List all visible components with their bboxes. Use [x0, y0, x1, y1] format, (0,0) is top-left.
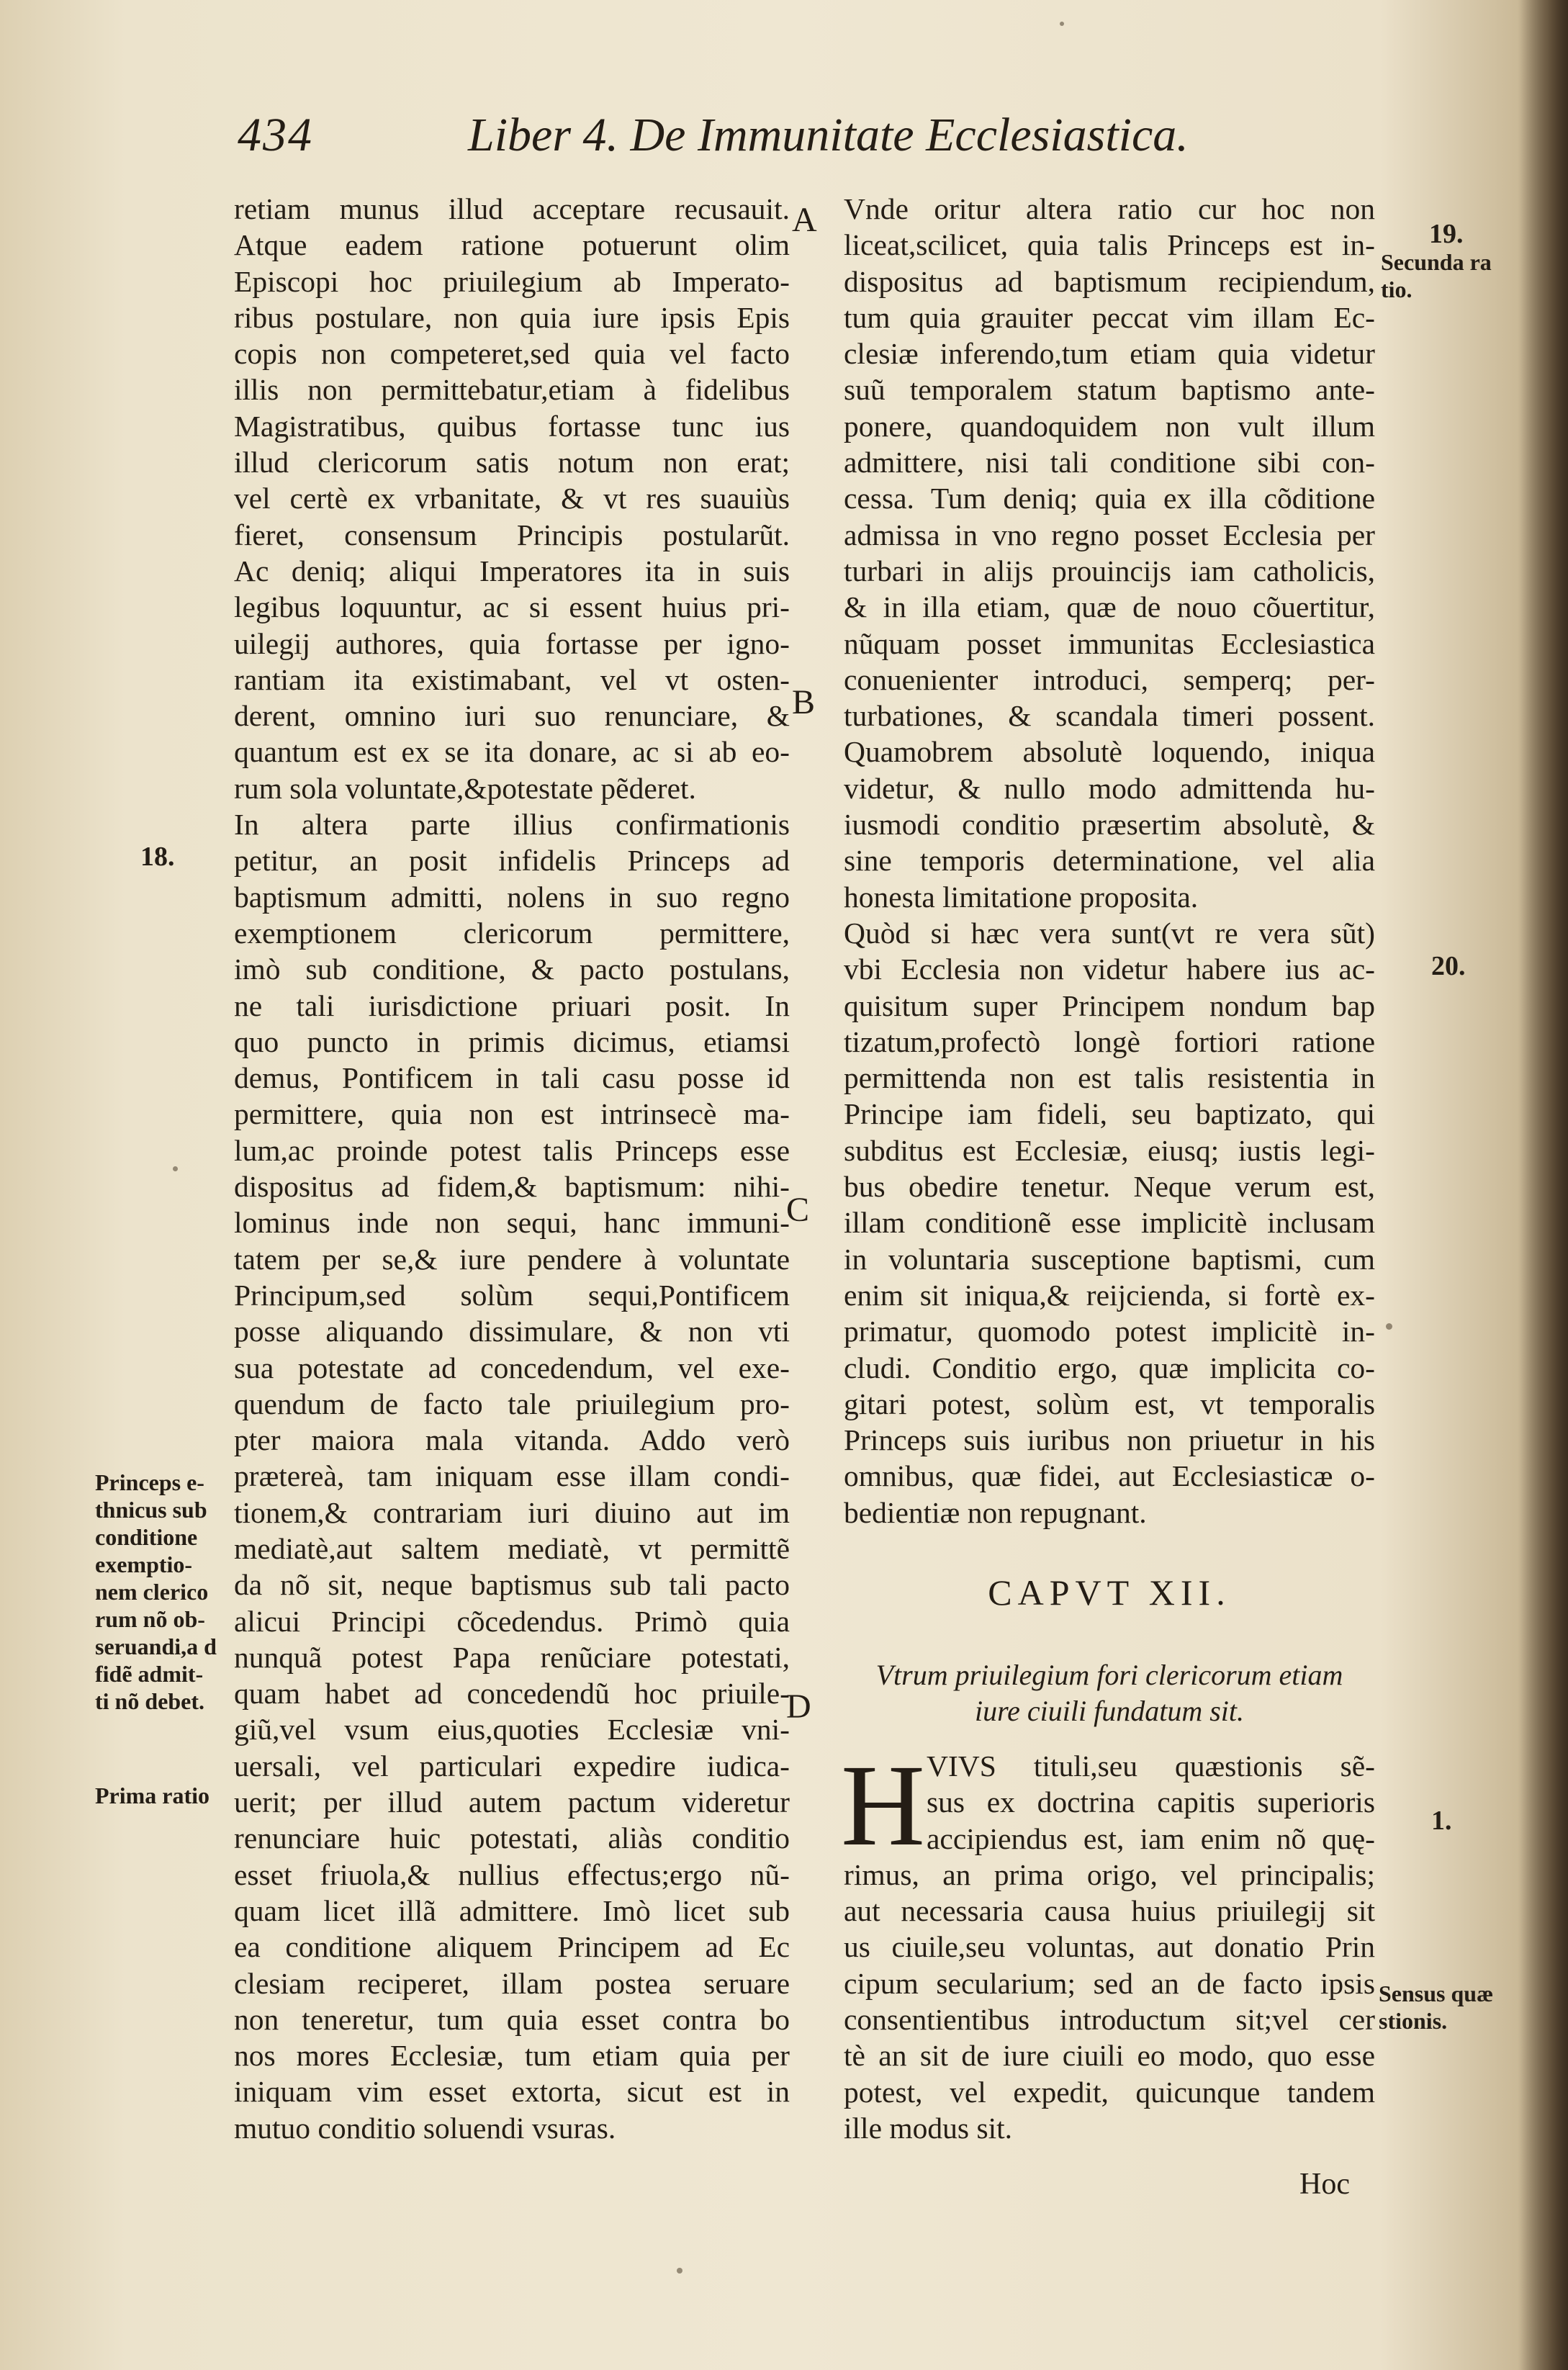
paragraph-number-20: 20. — [1431, 951, 1466, 981]
text-line: tè an sit de iure ciuili eo modo, quo esse — [844, 2039, 1375, 2073]
ink-speck — [677, 2268, 682, 2274]
text-line: imò sub conditione, & pacto postulans, — [234, 952, 790, 986]
text-line: ea conditione aliquem Principem ad Ec — [234, 1930, 790, 1964]
catchword: Hoc — [1299, 2168, 1350, 2201]
gloss-line: fidẽ admit- — [95, 1661, 204, 1687]
margin-letter-c: C — [786, 1191, 810, 1229]
text-line: ille modus sit. — [844, 2111, 1013, 2145]
text-line: Ac deniq; aliqui Imperatores ita in suis — [234, 554, 790, 587]
text-line: bedientiæ non repugnant. — [844, 1495, 1147, 1529]
text-line: liceat,scilicet, quia talis Princeps est in- — [844, 228, 1375, 262]
text-line: subditus est Ecclesiæ, eiusq; iustis legi- — [844, 1133, 1375, 1167]
text-line: clesiæ inferendo,tum etiam quia videtur — [844, 337, 1375, 371]
text-line: rimus, an prima origo, vel principalis; — [844, 1857, 1375, 1891]
drop-cap: H — [841, 1742, 925, 1870]
text-line: baptismum admitti, nolens in suo regno — [234, 880, 790, 914]
gloss-secunda-ratio — [1381, 248, 1492, 303]
text-line: quam licet illã admittere. Imò licet sub — [234, 1893, 790, 1927]
gloss-line: Princeps e- — [95, 1469, 204, 1495]
text-line: nunquã potest Papa renũciare potestati, — [234, 1640, 790, 1674]
text-line: admittere, nisi tali conditione sibi con- — [844, 446, 1375, 479]
gloss-sensus-quaestionis — [1379, 1980, 1493, 2035]
text-line: giũ,vel vsum eius,quoties Ecclesiæ vni- — [234, 1713, 790, 1747]
text-line: quantum est ex se ita donare, ac si ab eo- — [234, 735, 790, 769]
text-line: petitur, an posit infidelis Princeps ad — [234, 844, 790, 878]
text-line: in voluntaria susceptione baptismi, cum — [844, 1242, 1375, 1276]
text-line: conuenienter introduci, semperq; per- — [844, 662, 1375, 696]
text-line: tatem per se,& iure pendere à voluntate — [234, 1242, 790, 1276]
page-header — [238, 108, 1245, 180]
ink-speck — [1060, 22, 1064, 26]
text-line: potest, vel expedit, quicunque tandem — [844, 2075, 1375, 2109]
paragraph-number-19: 19. — [1429, 219, 1464, 249]
text-line: sua potestate ad concedendum, vel exe- — [234, 1351, 790, 1384]
text-line: illud clericorum satis notum non erat; — [234, 446, 790, 479]
text-line: rum sola voluntate,&potestate pẽderet. — [234, 771, 696, 805]
text-line: VIVS tituli,seu quæstionis sẽ- — [927, 1749, 1375, 1783]
text-line: quisitum super Principem nondum bap — [844, 988, 1375, 1022]
gloss-line: thnicus sub — [95, 1497, 207, 1523]
text-line: lum,ac proinde potest talis Princeps esse — [234, 1133, 790, 1167]
text-line: ne tali iurisdictione priuari posit. In — [234, 988, 790, 1022]
gloss-line: Secunda ra — [1381, 249, 1492, 275]
text-line: illam conditionẽ esse implicitè inclusam — [844, 1206, 1375, 1240]
text-line: Quòd si hæc vera sunt(vt re vera sũt) — [844, 916, 1375, 950]
text-line: tionem,& contrariam iuri diuino aut im — [234, 1495, 790, 1529]
text-line: uilegij authores, quia fortasse per igno- — [234, 626, 790, 660]
left-column-text — [234, 191, 790, 2146]
gloss-line: stionis. — [1379, 2008, 1448, 2034]
text-line: da nõ sit, neque baptismus sub tali pacto — [234, 1568, 790, 1602]
chapter-title: CAPVT XII. — [988, 1572, 1231, 1613]
text-line: prætereà, tam iniquam esse illam condi- — [234, 1459, 790, 1493]
text-line: retiam munus illud acceptare recusauit. — [234, 192, 790, 225]
margin-letter-d: D — [786, 1688, 811, 1726]
text-line: copis non competeret,sed quia vel facto — [234, 337, 790, 371]
gloss-prima-ratio: Prima ratio — [95, 1783, 210, 1808]
text-line: accipiendus est, iam enim nõ quę- — [927, 1821, 1375, 1855]
text-line: enim sit iniqua,& reijcienda, si fortè ex- — [844, 1278, 1375, 1312]
text-line: quam habet ad concedendũ hoc priuile- — [234, 1677, 790, 1711]
text-line: derent, omnino iuri suo renunciare, & — [234, 699, 790, 733]
text-line: uerit; per illud autem pactum videretur — [234, 1785, 790, 1819]
right-column-text — [844, 191, 1375, 1531]
text-line: tizatum,profectò longè fortiori ratione — [844, 1024, 1375, 1058]
text-line: sus ex doctrina capitis superioris — [927, 1785, 1375, 1819]
text-line: sine temporis determinatione, vel alia — [844, 844, 1375, 878]
text-line: Episcopi hoc priuilegium ab Imperato- — [234, 264, 790, 298]
text-line: exemptionem clericorum permittere, — [234, 916, 790, 950]
text-line: honesta limitatione proposita. — [844, 880, 1199, 914]
ink-speck — [173, 1166, 178, 1171]
text-line: ribus postulare, non quia iure ipsis Epis — [234, 300, 790, 334]
text-line: dispositus ad baptismum recipiendum, — [844, 264, 1375, 298]
text-line: mediatè,aut saltem mediatè, vt permittẽ — [234, 1531, 790, 1565]
text-line: Vnde oritur altera ratio cur hoc non — [844, 192, 1375, 225]
text-line: illis non permittebatur,etiam à fidelibus — [234, 373, 790, 407]
text-line: aut necessaria causa huius priuilegij sit — [844, 1894, 1375, 1928]
text-line: ponere, quandoquidem non vult illum — [844, 409, 1375, 443]
text-line: consentientibus introductum sit;vel cer — [844, 2003, 1375, 2037]
text-line: Atque eadem ratione potuerunt olim — [234, 228, 790, 262]
chapter-subtitle — [844, 1657, 1375, 1729]
text-line: alicui Principi cõcedendus. Primò quia — [234, 1604, 790, 1638]
margin-letter-b: B — [792, 683, 816, 721]
gloss-line: ti nõ debet. — [95, 1688, 204, 1714]
running-title: Liber 4. De Immunitate Ecclesiastica. — [468, 109, 1189, 161]
ink-speck — [1386, 1323, 1392, 1330]
text-line: videtur, & nullo modo admittenda hu- — [844, 771, 1375, 805]
chapter-subtitle-line-1: Vtrum priuilegium fori clericorum etiam — [875, 1659, 1343, 1691]
page-binding-shadow — [1518, 0, 1568, 2370]
text-line: iniquam vim esset extorta, sicut est in — [234, 2075, 790, 2109]
text-line: non teneretur, tum quia esset contra bo — [234, 2002, 790, 2036]
text-line: us ciuile,seu voluntas, aut donatio Prin — [844, 1930, 1375, 1964]
text-line: demus, Pontificem in tali casu posse id — [234, 1061, 790, 1095]
gloss-line: Sensus quæ — [1379, 1981, 1494, 2006]
text-line: gitari potest, solùm est, vt temporalis — [844, 1387, 1375, 1420]
text-line: clesiam reciperet, illam postea seruare — [234, 1966, 790, 2000]
text-line: cipum secularium; sed an de facto ipsis — [844, 1966, 1375, 2000]
text-line: bus obedire tenetur. Neque verum est, — [844, 1170, 1375, 1204]
gloss-line: tio. — [1381, 276, 1412, 302]
gloss-princeps-ethnicus — [95, 1469, 217, 1715]
text-line: Principum,sed solùm sequi,Pontificem — [234, 1278, 790, 1312]
text-line: Magistratibus, quibus fortasse tunc ius — [234, 409, 790, 443]
text-line: vel certè ex vrbanitate, & vt res suauiùs — [234, 482, 790, 515]
text-line: Principe iam fideli, seu baptizato, qui — [844, 1097, 1375, 1131]
text-line: turbari in alijs prouincijs iam catholicis, — [844, 554, 1375, 587]
text-line: dispositus ad fidem,& baptismum: nihi- — [234, 1170, 790, 1204]
text-line: uersali, vel particulari expedire iudica- — [234, 1749, 790, 1783]
text-line: mutuo conditio soluendi vsuras. — [234, 2111, 616, 2145]
paragraph-number-1: 1. — [1431, 1806, 1452, 1836]
text-line: iusmodi conditio præsertim absolutè, & — [844, 808, 1375, 842]
text-line: renunciare huic potestati, aliàs conditio — [234, 1821, 790, 1855]
text-line: primatur, quomodo potest implicitè in- — [844, 1315, 1375, 1348]
text-line: Quamobrem absolutè loquendo, iniqua — [844, 735, 1375, 769]
text-line: tum quia grauiter peccat vim illam Ec- — [844, 300, 1375, 334]
text-line: vbi Ecclesia non videtur habere ius ac- — [844, 952, 1375, 986]
page-number: 434 — [238, 109, 313, 161]
text-line: permittenda non est talis resistentia in — [844, 1061, 1375, 1095]
text-line: admissa in vno regno posset Ecclesia per — [844, 518, 1375, 551]
gloss-line: nem clerico — [95, 1579, 209, 1605]
gloss-line: exemptio- — [95, 1551, 193, 1577]
text-line: fieret, consensum Principis postularũt. — [234, 518, 790, 551]
gloss-line: seruandi,a d — [95, 1634, 217, 1659]
text-line: quo puncto in primis dicimus, etiamsi — [234, 1024, 790, 1058]
gloss-line: rum nõ ob- — [95, 1606, 205, 1632]
text-line: In altera parte illius confirmationis — [234, 808, 790, 842]
text-line: suũ temporalem statum baptismo ante- — [844, 373, 1375, 407]
paragraph-number-18: 18. — [140, 842, 175, 872]
chapter-subtitle-line-2: iure ciuili fundatum sit. — [974, 1695, 1245, 1727]
text-line: legibus loquuntur, ac si essent huius pri- — [234, 590, 790, 624]
text-line: rantiam ita existimabant, vel vt osten- — [234, 662, 790, 696]
text-line: & in illa etiam, quæ de nouo cõuertitur, — [844, 590, 1375, 624]
gloss-line: conditione — [95, 1524, 198, 1550]
text-line: nos mores Ecclesiæ, tum etiam quia per — [234, 2039, 790, 2073]
chapter-body-text — [844, 1748, 1375, 2146]
text-line: Princeps suis iuribus non priuetur in his — [844, 1423, 1375, 1457]
text-line: nũquam posset immunitas Ecclesiastica — [844, 626, 1375, 660]
text-line: lominus inde non sequi, hanc immuni- — [234, 1206, 790, 1240]
text-line: pter maiora mala vitanda. Addo verò — [234, 1423, 790, 1457]
text-line: turbationes, & scandala timeri possent. — [844, 699, 1375, 733]
text-line: posse aliquando dissimulare, & non vti — [234, 1315, 790, 1348]
text-line: cessa. Tum deniq; quia ex illa cõditione — [844, 482, 1375, 515]
text-line: omnibus, quæ fidei, aut Ecclesiasticæ o- — [844, 1459, 1375, 1493]
text-line: esset friuola,& nullius effectus;ergo nũ- — [234, 1857, 790, 1891]
text-line: cludi. Conditio ergo, quæ implicita co- — [844, 1351, 1375, 1384]
text-line: permittere, quia non est intrinsecè ma- — [234, 1097, 790, 1131]
margin-letter-a: A — [792, 201, 817, 239]
text-line: quendum de facto tale priuilegium pro- — [234, 1387, 790, 1420]
